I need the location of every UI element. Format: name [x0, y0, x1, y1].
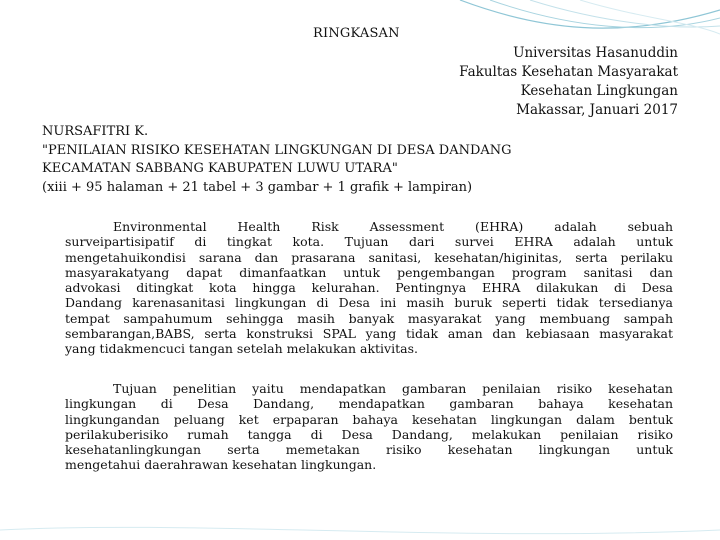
faculty-name: Fakultas Kesehatan Masyarakat	[459, 64, 678, 80]
paragraph-line: lingkungandan peluang ket erpaparan bahaya kesehatan lingkungan dalam bentuk	[65, 411, 673, 427]
department-name: Kesehatan Lingkungan	[520, 83, 678, 99]
university-name: Universitas Hasanuddin	[513, 45, 678, 61]
paragraph-line: Dandang karenasanitasi lingkungan di Desa ini masih buruk seperti tidak tersedianya	[65, 295, 673, 311]
author-block	[42, 123, 662, 197]
paragraph-line: kesehatanlingkungan serta memetakan risiko kesehatan lingkungan untuk	[65, 442, 673, 458]
paragraph-line: perilakuberisiko rumah tangga di Desa Dandang, melakukan penilaian risiko	[65, 426, 673, 442]
paragraph-line: surveipartisipatif di tingkat kota. Tujuan dari survei EHRA adalah untuk	[65, 234, 673, 250]
paragraph-line: Tujuan penelitian yaitu mendapatkan gambaran penilaian risiko kesehatan	[113, 381, 673, 396]
paragraph-line: masyarakatyang dapat dimanfaatkan untuk pengembangan program sanitasi dan	[65, 264, 673, 280]
paragraph-line: mengetahuikondisi sarana dan prasarana sanitasi, kesehatan/higinitas, serta perilaku	[65, 249, 673, 265]
thesis-page-count: (xiii + 95 halaman + 21 tabel + 3 gambar + 1 grafik + lampiran)	[42, 179, 473, 195]
page-heading: RINGKASAN	[313, 26, 400, 41]
author-name: NURSAFITRI K.	[42, 124, 149, 139]
paragraph-line: advokasi ditingkat kota hingga kelurahan. Pentingnya EHRA dilakukan di Desa	[65, 280, 673, 296]
thesis-title-line-1: "PENILAIAN RISIKO KESEHATAN LINGKUNGAN DI DESA DANDANG	[42, 142, 512, 158]
affiliation-block	[459, 44, 678, 120]
paragraph-line: mengetahui daerahrawan kesehatan lingkungan.	[65, 457, 377, 473]
paragraph-line: lingkungan di Desa Dandang, mendapatkan gambaran bahaya kesehatan	[65, 396, 673, 412]
paragraph-line: sembarangan,BABS, serta konstruksi SPAL yang tidak aman dan kebiasaan masyarakat	[65, 326, 673, 342]
paragraph-line: yang tidakmencuci tangan setelah melakukan aktivitas.	[65, 341, 418, 357]
place-date: Makassar, Januari 2017	[516, 102, 678, 118]
paragraph-line: tempat sampahumum sehingga masih banyak masyarakat yang membuang sampah	[65, 310, 673, 326]
decorative-swoosh-bottom	[0, 500, 720, 540]
abstract-paragraph-2	[65, 381, 673, 473]
paragraph-line: Environmental Health Risk Assessment (EHRA) adalah sebuah	[113, 219, 673, 234]
abstract-paragraph-1	[65, 219, 673, 357]
thesis-title-line-2: KECAMATAN SABBANG KABUPATEN LUWU UTARA"	[42, 161, 398, 176]
